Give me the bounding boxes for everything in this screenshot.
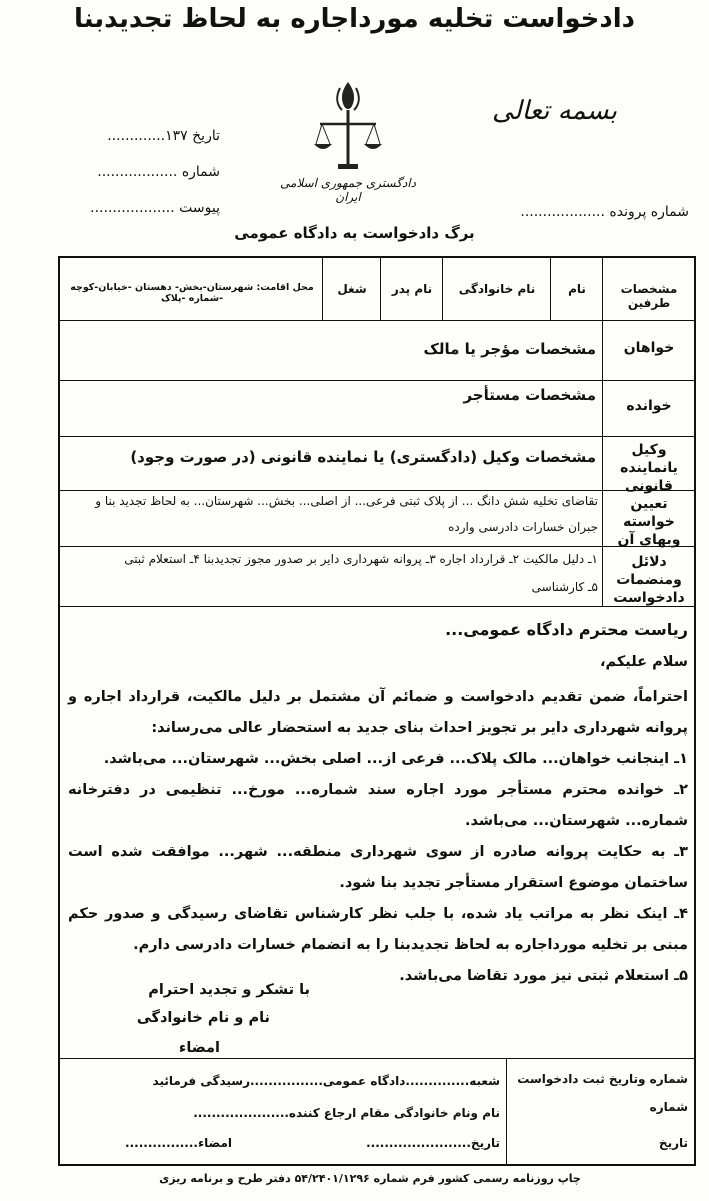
paragraph-4: ۳ـ به حکایت پروانه صادره از سوی شهرداری منطقه... شهر... موافقت شده است ساختمان موضوع استقرار مستأجر تجدید بنا شود.: [68, 844, 688, 891]
file-number-label: شماره پرونده: [609, 204, 689, 220]
header-residence: محل اقامت: شهرستان-بخش- دهستان -خیابان-کوچه -شماره -پلاک: [70, 282, 314, 304]
paragraph-6: ۵ـ استعلام ثبتی نیز مورد تقاضا می‌باشد.: [399, 968, 688, 984]
form-title: دادخواست تخلیه مورداجاره به لحاظ تجدیدبنا: [73, 4, 636, 34]
attachment-field[interactable]: [80, 200, 220, 216]
file-number-field[interactable]: [499, 204, 689, 220]
closing: با تشکر و تجدید احترام: [148, 982, 310, 998]
registration-label: شماره وتاریخ ثبت دادخواست: [517, 1072, 688, 1086]
number-label: شماره: [181, 164, 220, 180]
plaintiff-value[interactable]: مشخصات مؤجر یا مالک: [423, 340, 596, 358]
letter-body[interactable]: [68, 682, 688, 992]
referral-date-line[interactable]: تاریخ.......................: [366, 1136, 500, 1150]
paragraph-5: ۴ـ اینک نظر به مراتب یاد شده، با جلب نظر کارشناس تقاضای رسیدگی و صدور حکم مبنی بر تخلیه مورداجاره به لحاظ تجدیدبنا را به انضمام خسارات دادرسی دارم.: [68, 906, 688, 953]
referrer-line[interactable]: نام ونام خانوادگی مقام ارجاع کننده.....................: [193, 1106, 500, 1120]
evidence-line-2[interactable]: ۵ـ کارشناسی: [531, 580, 598, 594]
demand-line-1[interactable]: تقاضای تخلیه شش دانگ ... از پلاک ثبتی فرعی... از اصلی... بخش... شهرستان... به لحاظ تجدید بنا و: [95, 494, 598, 508]
defendant-label: خوانده: [626, 398, 672, 414]
date-value: ۱۳۷.............: [107, 128, 188, 144]
header-parties: مشخصات طرفین: [620, 282, 678, 310]
date-label: تاریخ: [192, 128, 220, 144]
demand-label: تعیین خواسته وبهای آن: [617, 496, 681, 548]
bismillah: بسمه تعالی: [492, 96, 617, 126]
demand-line-2[interactable]: جبران خسارات دادرسی وارده: [448, 520, 598, 534]
letter-heading: ریاست محترم دادگاه عمومی...: [445, 620, 688, 639]
date-field[interactable]: [80, 128, 220, 144]
paragraph-3: ۲ـ خوانده محترم مستأجر مورد اجاره سند شماره... مورخ... تنظیمی در دفترخانه شماره... شهرستان... می‌باشد.: [68, 782, 688, 829]
form-footer: چاپ روزنامه رسمی کشور فرم شماره ۵۴/۲۴۰۱/۱۲۹۶ دفتر طرح و برنامه ریزی: [159, 1172, 581, 1185]
branch-line[interactable]: شعبه..............دادگاه عمومی................رسیدگی فرمائید: [152, 1074, 500, 1088]
signer-name[interactable]: نام و نام خانوادگی: [136, 1010, 270, 1026]
header-occupation: شغل: [337, 282, 367, 296]
registration-date[interactable]: تاریخ: [658, 1136, 688, 1150]
registration-number[interactable]: شماره: [649, 1100, 688, 1114]
number-field[interactable]: [80, 164, 220, 180]
header-family-name: نام خانوادگی: [458, 282, 536, 296]
evidence-label: دلائل ومنضمات دادخواست: [613, 554, 685, 606]
paragraph-1: احتراماً، ضمن تقدیم دادخواست و ضمائم آن مشتمل بر دلیل مالکیت، قرارداد اجاره و پروانه شهرداری دایر بر تجویز احداث بنای جدید به استحضار عالی می‌رساند:: [68, 689, 688, 736]
header-father-name: نام پدر: [391, 282, 433, 296]
plaintiff-label: خواهان: [623, 340, 675, 356]
signer-signature[interactable]: امضاء: [178, 1040, 220, 1056]
attachment-label: پیوست: [179, 200, 220, 216]
number-dots: ..................: [97, 164, 178, 180]
defendant-value[interactable]: مشخصات مستأجر: [463, 386, 596, 404]
referral-sign-line[interactable]: امضاء................: [125, 1136, 232, 1150]
header-name: نام: [568, 282, 586, 296]
letter-greeting: سلام علیکم،: [600, 654, 688, 670]
seal-label: دادگستری جمهوری اسلامی ایران: [280, 176, 416, 204]
lawyer-value[interactable]: مشخصات وکیل (دادگستری) یا نماینده قانونی (در صورت وجود): [130, 448, 596, 466]
lawyer-label: وکیل یانماینده قانونی: [620, 442, 678, 494]
evidence-line-1[interactable]: ۱ـ دلیل مالکیت ۲ـ قرارداد اجاره ۳ـ پروانه شهرداری دایر بر صدور مجوز تجدیدبنا ۴ـ استعلام ثبتی: [124, 552, 598, 566]
court-heading: برگ دادخواست به دادگاه عمومی: [234, 224, 475, 242]
paragraph-2: ۱ـ اینجانب خواهان... مالک پلاک... فرعی از... اصلی بخش... شهرستان... می‌باشد.: [103, 751, 688, 767]
file-number-dots: ...................: [520, 204, 605, 220]
attachment-dots: ...................: [90, 200, 175, 216]
scales-of-justice-emblem-icon: [312, 78, 384, 174]
